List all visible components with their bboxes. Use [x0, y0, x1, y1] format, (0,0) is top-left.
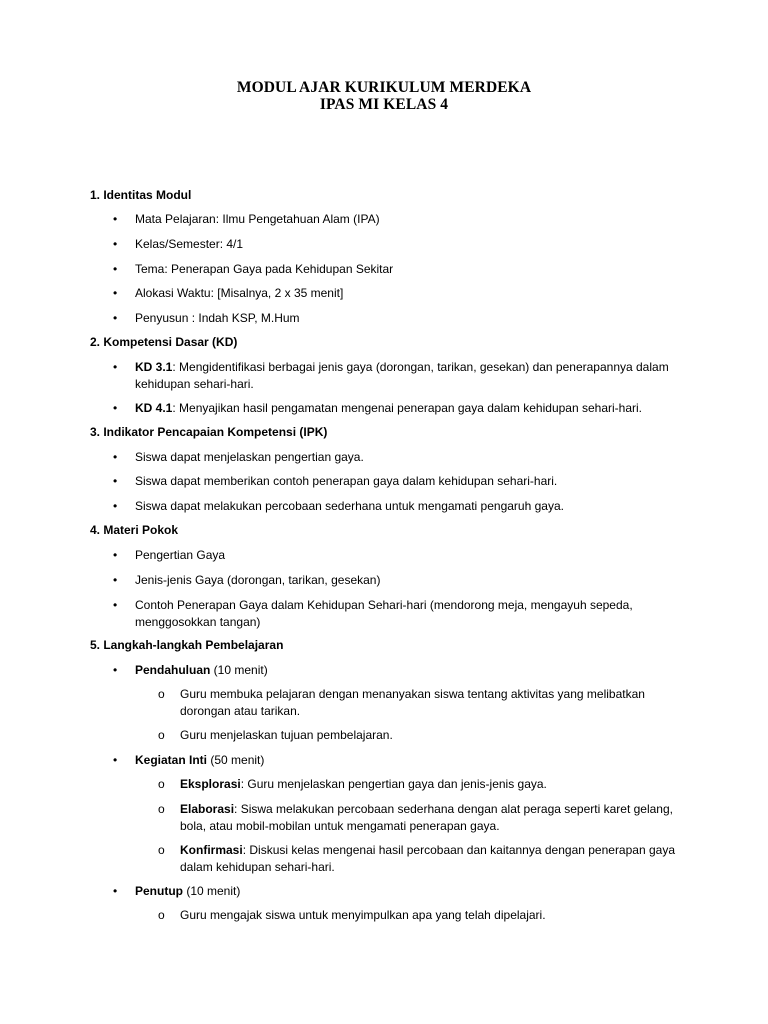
sub-bullet-glyph: o [158, 777, 165, 791]
bullet-glyph: • [113, 598, 118, 612]
sub-bullet-glyph: o [158, 687, 165, 701]
pendahuluan-label: Pendahuluan [135, 663, 211, 677]
identitas-item: Alokasi Waktu: [Misalnya, 2 x 35 menit] [135, 286, 344, 300]
kd-text: : Menyajikan hasil pengamatan mengenai penerapan gaya dalam kehidupan sehari-hari. [172, 401, 642, 415]
identitas-item: Penyusun : Indah KSP, M.Hum [135, 311, 300, 325]
kd-label: KD 4.1 [135, 401, 173, 415]
bullet-glyph: • [113, 360, 118, 374]
bullet-glyph: • [113, 474, 118, 488]
step-label: Elaborasi [180, 802, 235, 816]
penutup-time: (10 menit) [183, 884, 241, 898]
bullet-glyph: • [113, 311, 118, 325]
bullet-glyph: • [113, 450, 118, 464]
sub-bullet-glyph: o [158, 728, 165, 742]
identitas-item: Kelas/Semester: 4/1 [135, 237, 244, 251]
sub-bullet-glyph: o [158, 908, 165, 922]
step-text: : Diskusi kelas mengenai hasil percobaan dan kaitannya dengan penerapan gaya dalam kehidupan sehari-hari. [180, 843, 675, 874]
pendahuluan-step: Guru membuka pelajaran dengan menanyakan siswa tentang aktivitas yang melibatkan dorongan atau tarikan. [180, 687, 645, 718]
bullet-glyph: • [113, 753, 118, 767]
bullet-glyph: • [113, 237, 118, 251]
sub-bullet-glyph: o [158, 843, 165, 857]
kd-text: : Mengidentifikasi berbagai jenis gaya (dorongan, tarikan, gesekan) dan penerapannya dalam kehidupan sehari-hari. [135, 360, 669, 391]
pendahuluan-item [135, 662, 690, 679]
identitas-item: Tema: Penerapan Gaya pada Kehidupan Sekitar [135, 262, 394, 276]
bullet-glyph: • [113, 573, 118, 587]
step-text: : Siswa melakukan percobaan sederhana dengan alat peraga seperti karet gelang, bola, atau mobil-mobilan untuk mengamati penerapan gaya. [180, 802, 673, 833]
materi-item: Pengertian Gaya [135, 548, 226, 562]
bullet-glyph: • [113, 286, 118, 300]
document-title-line2: IPAS MI KELAS 4 [319, 96, 449, 113]
step-text: : Guru menjelaskan pengertian gaya dan jenis-jenis gaya. [240, 777, 547, 791]
kd-label: KD 3.1 [135, 360, 173, 374]
section-heading-materi: 4. Materi Pokok [90, 523, 179, 537]
section-heading-ipk: 3. Indikator Pencapaian Kompetensi (IPK) [90, 425, 328, 439]
kegiatan-inti-step [180, 801, 690, 835]
pendahuluan-time: (10 menit) [210, 663, 268, 677]
materi-item: Jenis-jenis Gaya (dorongan, tarikan, gesekan) [135, 573, 381, 587]
kegiatan-inti-time: (50 menit) [207, 753, 265, 767]
bullet-glyph: • [113, 262, 118, 276]
step-label: Eksplorasi [180, 777, 241, 791]
bullet-glyph: • [113, 884, 118, 898]
kegiatan-inti-label: Kegiatan Inti [135, 753, 208, 767]
penutup-label: Penutup [135, 884, 183, 898]
section-heading-langkah: 5. Langkah-langkah Pembelajaran [90, 638, 284, 652]
section-heading-identitas: 1. Identitas Modul [90, 188, 192, 202]
bullet-glyph: • [113, 401, 118, 415]
identitas-item: Mata Pelajaran: Ilmu Pengetahuan Alam (IPA) [135, 212, 380, 226]
pendahuluan-step: Guru menjelaskan tujuan pembelajaran. [180, 728, 393, 742]
penutup-step: Guru mengajak siswa untuk menyimpulkan apa yang telah dipelajari. [180, 908, 546, 922]
document-title-line1: MODUL AJAR KURIKULUM MERDEKA [236, 79, 532, 96]
step-label: Konfirmasi [180, 843, 243, 857]
kegiatan-inti-item [135, 752, 690, 769]
kegiatan-inti-step [180, 842, 690, 876]
sub-bullet-glyph: o [158, 802, 165, 816]
bullet-glyph: • [113, 499, 118, 513]
kd-item [135, 359, 690, 393]
bullet-glyph: • [113, 663, 118, 677]
ipk-item: Siswa dapat menjelaskan pengertian gaya. [135, 450, 364, 464]
kegiatan-inti-step [180, 776, 690, 793]
kd-item [135, 400, 690, 417]
materi-item: Contoh Penerapan Gaya dalam Kehidupan Sehari-hari (mendorong meja, mengayuh sepeda, menggosokkan tangan) [135, 598, 633, 629]
ipk-item: Siswa dapat melakukan percobaan sederhana untuk mengamati pengaruh gaya. [135, 499, 564, 513]
bullet-glyph: • [113, 548, 118, 562]
penutup-item [135, 883, 690, 900]
ipk-item: Siswa dapat memberikan contoh penerapan gaya dalam kehidupan sehari-hari. [135, 474, 558, 488]
section-heading-kd: 2. Kompetensi Dasar (KD) [90, 335, 238, 349]
bullet-glyph: • [113, 212, 118, 226]
